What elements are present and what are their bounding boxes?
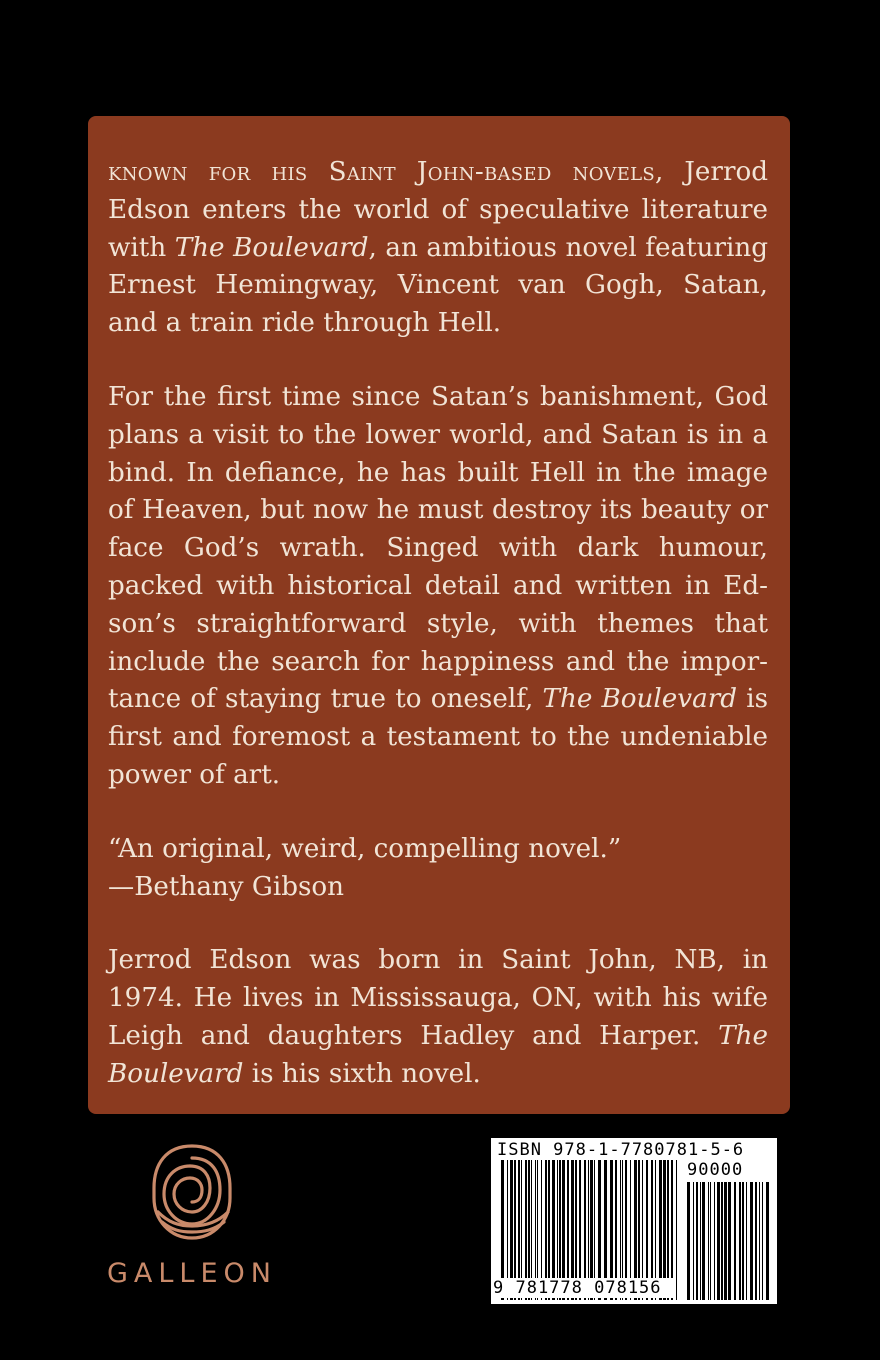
blurb-paragraph-synopsis bbox=[108, 379, 768, 795]
blurb-intro-text-b: , an ambitious novel featuring Ernest Hemingway, Vincent van Gogh, Satan, and a train ride through Hell. bbox=[108, 232, 768, 339]
quote-text: “An original, weird, compelling novel.” bbox=[108, 833, 622, 864]
barcode-bar bbox=[750, 1182, 753, 1300]
isbn-barcode bbox=[491, 1138, 777, 1304]
quote-attribution: —Bethany Gibson bbox=[108, 871, 345, 902]
author-bio-text-a: Jerrod Edson was born in Saint John, NB, in 1974. He lives in Mississauga, ON, with his wife Leigh and daughters Hadley and Harper. bbox=[108, 945, 768, 1051]
publisher-name: GALLEON bbox=[107, 1258, 277, 1289]
barcode-bar bbox=[759, 1182, 760, 1300]
barcode-bar bbox=[714, 1182, 715, 1300]
blurb-panel bbox=[88, 116, 790, 1114]
blurb-smallcaps-lead: known for his Saint John-based novels, bbox=[108, 157, 664, 187]
price-addon-digits: 90000 bbox=[687, 1160, 744, 1180]
blurb-synopsis-text-b: is first and foremost a testament to the undeniable power of art. bbox=[108, 684, 769, 790]
barcode-bar bbox=[755, 1182, 757, 1300]
barcode-bar bbox=[766, 1182, 769, 1300]
barcode-bar bbox=[710, 1182, 711, 1300]
barcode-bar bbox=[687, 1182, 690, 1300]
barcode-bar bbox=[742, 1182, 744, 1300]
barcode-bar bbox=[739, 1182, 741, 1300]
ean-digits: 9 781778 078156 bbox=[493, 1278, 673, 1298]
blurb-quote bbox=[108, 831, 768, 907]
barcode-bar bbox=[721, 1182, 723, 1300]
barcode-bar bbox=[693, 1182, 694, 1300]
barcode-bar bbox=[724, 1182, 727, 1300]
blurb-paragraph-intro bbox=[108, 154, 768, 343]
blurb-synopsis-text-a: For the first time since Satan’s banishment, God plans a visit to the lower world, and Satan is in a bind. In defiance, he has built Hell in the image of Heaven, but now he must destroy its beauty or face God’s wrath. Singed with dark humour, packed with historical detail and written in Edson’s straightforward style, with themes that include the search for happiness and the importance of staying true to oneself, bbox=[108, 381, 768, 715]
galleon-wave-logo-icon bbox=[148, 1142, 236, 1242]
barcode-bar bbox=[728, 1182, 731, 1300]
author-bio-text-b: is his sixth novel. bbox=[243, 1058, 481, 1089]
isbn-label: ISBN 978-1-7780781-5-6 bbox=[497, 1140, 745, 1160]
barcode-bar bbox=[717, 1182, 720, 1300]
book-title-italic: The Boulevard bbox=[108, 1020, 768, 1089]
barcode-bar bbox=[696, 1182, 698, 1300]
barcode-bar bbox=[676, 1160, 677, 1300]
barcode-bar bbox=[734, 1182, 736, 1300]
barcode-bar bbox=[746, 1182, 747, 1300]
book-title-italic: The Boulevard bbox=[542, 684, 737, 715]
barcode-bar bbox=[762, 1182, 763, 1300]
author-bio bbox=[108, 942, 768, 1093]
barcode-bar bbox=[708, 1182, 709, 1300]
blurb-intro-text-a: Jerrod Edson enters the world of speculative literature with bbox=[108, 157, 768, 263]
barcode-bar bbox=[702, 1182, 705, 1300]
barcode-bar bbox=[700, 1182, 701, 1300]
book-title-italic: The Boulevard bbox=[174, 232, 369, 263]
addon-barcode-bars bbox=[687, 1182, 769, 1300]
publisher-logo bbox=[92, 1140, 292, 1300]
